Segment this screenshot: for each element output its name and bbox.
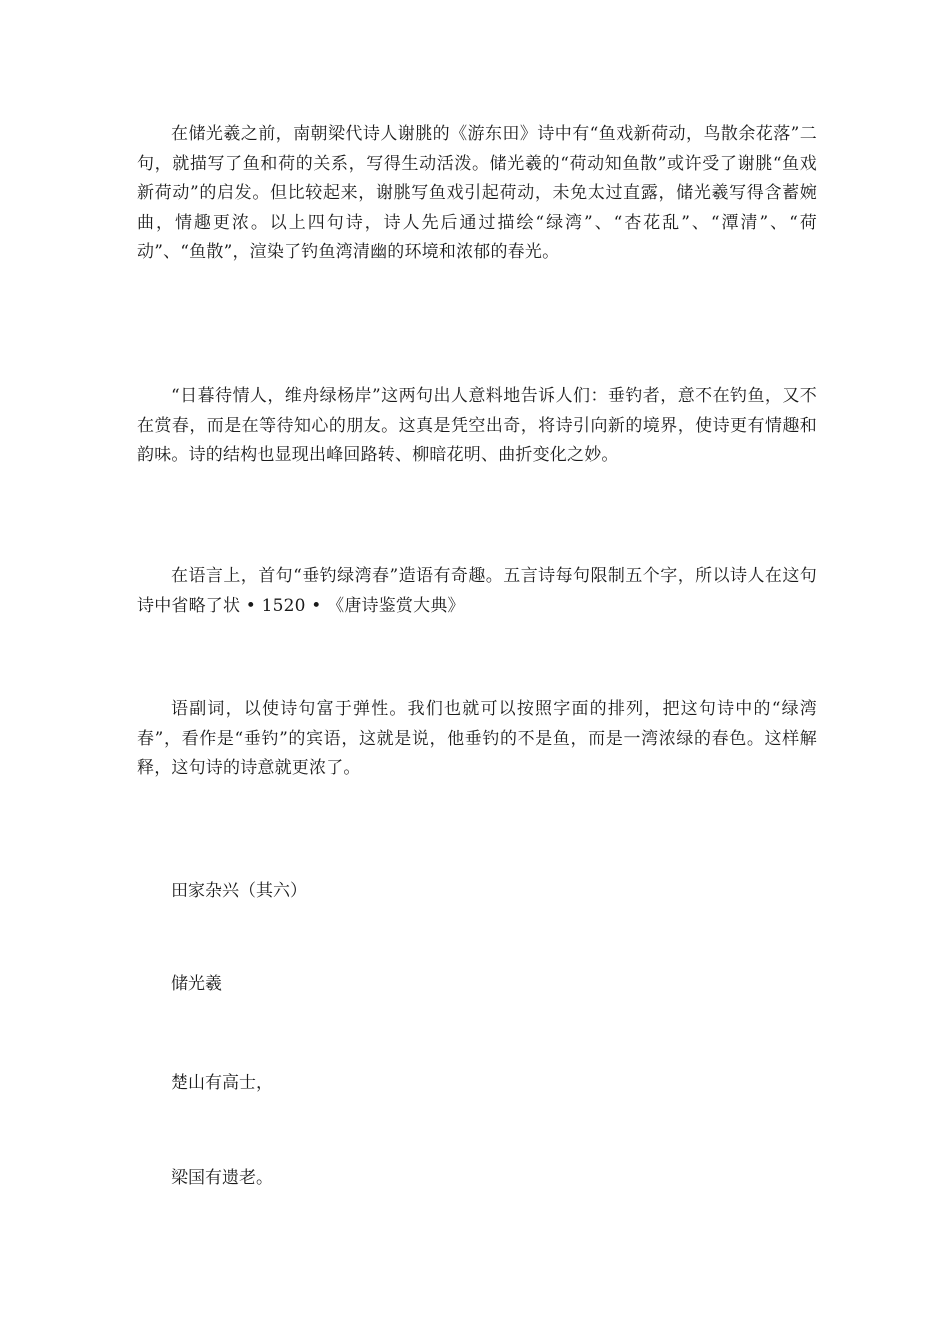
paragraph-waiting-friend: “日暮待情人，维舟绿杨岸”这两句出人意料地告诉人们：垂钓者，意不在钓鱼，又不在赏春，而是在等待知心的朋友。这真是凭空出奇，将诗引向新的境界，使诗更有情趣和韵味。诗的结构也显现出峰回路转、柳暗花明、曲折变化之妙。 bbox=[137, 386, 817, 465]
poem-author: 储光羲 bbox=[171, 974, 222, 994]
paragraph-xie-tiao-comparison: 在储光羲之前，南朝梁代诗人谢朓的《游东田》诗中有“鱼戏新荷动，鸟散余花落”二句，就描写了鱼和荷的关系，写得生动活泼。储光羲的“荷动知鱼散”或许受了谢朓“鱼戏新荷动”的启发。但比较起来，谢朓写鱼戏引起荷动，未免太过直露，储光羲写得含蓄婉曲，情趣更浓。以上四句诗，诗人先后通过描绘“绿湾”、“杏花乱”、“潭清”、“荷动”、“鱼散”，渲染了钓鱼湾清幽的环境和浓郁的春光。 bbox=[137, 124, 817, 262]
paragraph-adverb-note: 语副词，以使诗句富于弹性。我们也就可以按照字面的排列，把这句诗中的“绿湾春”，看作是“垂钓”的宾语，这就是说，他垂钓的不是鱼，而是一湾浓绿的春色。这样解释，这句诗的诗意就更浓了。 bbox=[137, 699, 817, 778]
poem-line-2: 梁国有遗老。 bbox=[171, 1168, 273, 1188]
poem-line-1: 楚山有高士， bbox=[171, 1073, 273, 1093]
paragraph-language-note: 在语言上，首句“垂钓绿湾春”造语有奇趣。五言诗每句限制五个字，所以诗人在这句诗中省略了状 • 1520 • 《唐诗鉴赏大典》 bbox=[137, 566, 817, 616]
poem-title: 田家杂兴（其六） bbox=[171, 881, 307, 901]
